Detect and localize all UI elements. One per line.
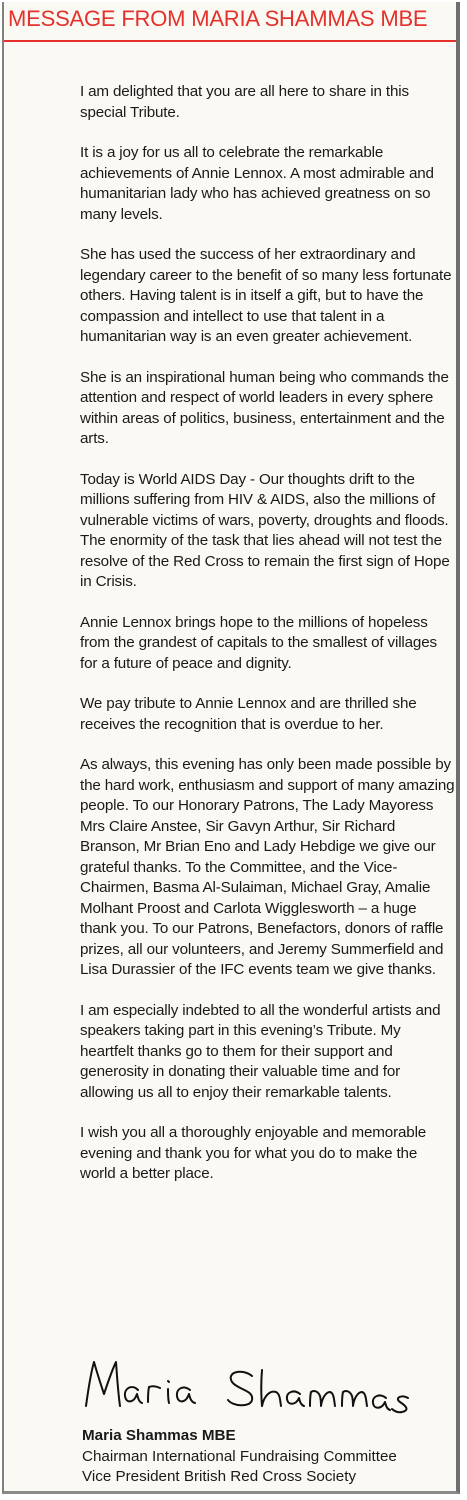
paragraph: As always, this evening has only been made possible by the hard work, enthusiasm and support of many amazing people. To our Honorary Patrons, The Lady Mayoress Mrs Claire Anstee, Sir Gavyn Arthur, Sir Richard Branson, Mr Brian Eno and Lady Hebdige we give our grateful thanks. To the Committee, and the Vice-Chairmen, Basma Al-Sulaiman, Michael Gray, Amalie Molhant Proost and Carlota Wigglesworth – a huge thank you. To our Patrons, Benefactors, donors of raffle prizes, all our volunteers, and Jeremy Summerfield and Lisa Durassier of the IFC events team we give thanks. <box>80 756 455 978</box>
paragraph: We pay tribute to Annie Lennox and are thrilled she receives the recognition that is overdue to her. <box>80 695 417 733</box>
letter-body <box>80 82 456 1205</box>
signatory-name: Maria Shammas MBE <box>82 1427 236 1444</box>
paragraph: She has used the success of her extraordinary and legendary career to the benefit of so many less fortunate others. Having talent is in itself a gift, but to have the compassion and intellect to use that talent in a humanitarian way is an even greater achievement. <box>80 246 452 345</box>
paragraph: She is an inspirational human being who commands the attention and respect of world leaders in every sphere within areas of politics, business, entertainment and the arts. <box>80 368 449 447</box>
title-divider <box>4 40 456 42</box>
paragraph: Annie Lennox brings hope to the millions of hopeless from the grandest of capitals to the smallest of villages for a future of peace and dignity. <box>80 613 437 672</box>
page-title: MESSAGE FROM MARIA SHAMMAS MBE <box>8 6 428 31</box>
signatory-role: Vice President British Red Cross Society <box>82 1468 357 1485</box>
paragraph: I wish you all a thoroughly enjoyable and memorable evening and thank you for what you do to make the world a better place. <box>80 1124 427 1182</box>
paragraph: Today is World AIDS Day - Our thoughts drift to the millions suffering from HIV & AIDS, also the millions of vulnerable victims of wars, poverty, droughts and floods. The enormity of the task that lies ahead will not test the resolve of the Red Cross to remain the first sign of Hope in Crisis. <box>80 470 450 590</box>
letter-page <box>2 2 460 1494</box>
paragraph: I am especially indebted to all the wonderful artists and speakers taking part in this evening’s Tribute. My heartfelt thanks go to them for their support and generosity in donating their valuable time and for allowing us all to enjoy their remarkable talents. <box>80 1001 441 1101</box>
handwritten-signature <box>82 1354 442 1414</box>
paragraph: I am delighted that you are all here to share in this special Tribute. <box>80 83 409 121</box>
signatory-role: Chairman International Fundraising Committee <box>82 1447 397 1465</box>
signature-block <box>82 1426 397 1488</box>
paragraph: It is a joy for us all to celebrate the remarkable achievements of Annie Lennox. A most admirable and humanitarian lady who has achieved greatness on so many levels. <box>80 144 434 223</box>
